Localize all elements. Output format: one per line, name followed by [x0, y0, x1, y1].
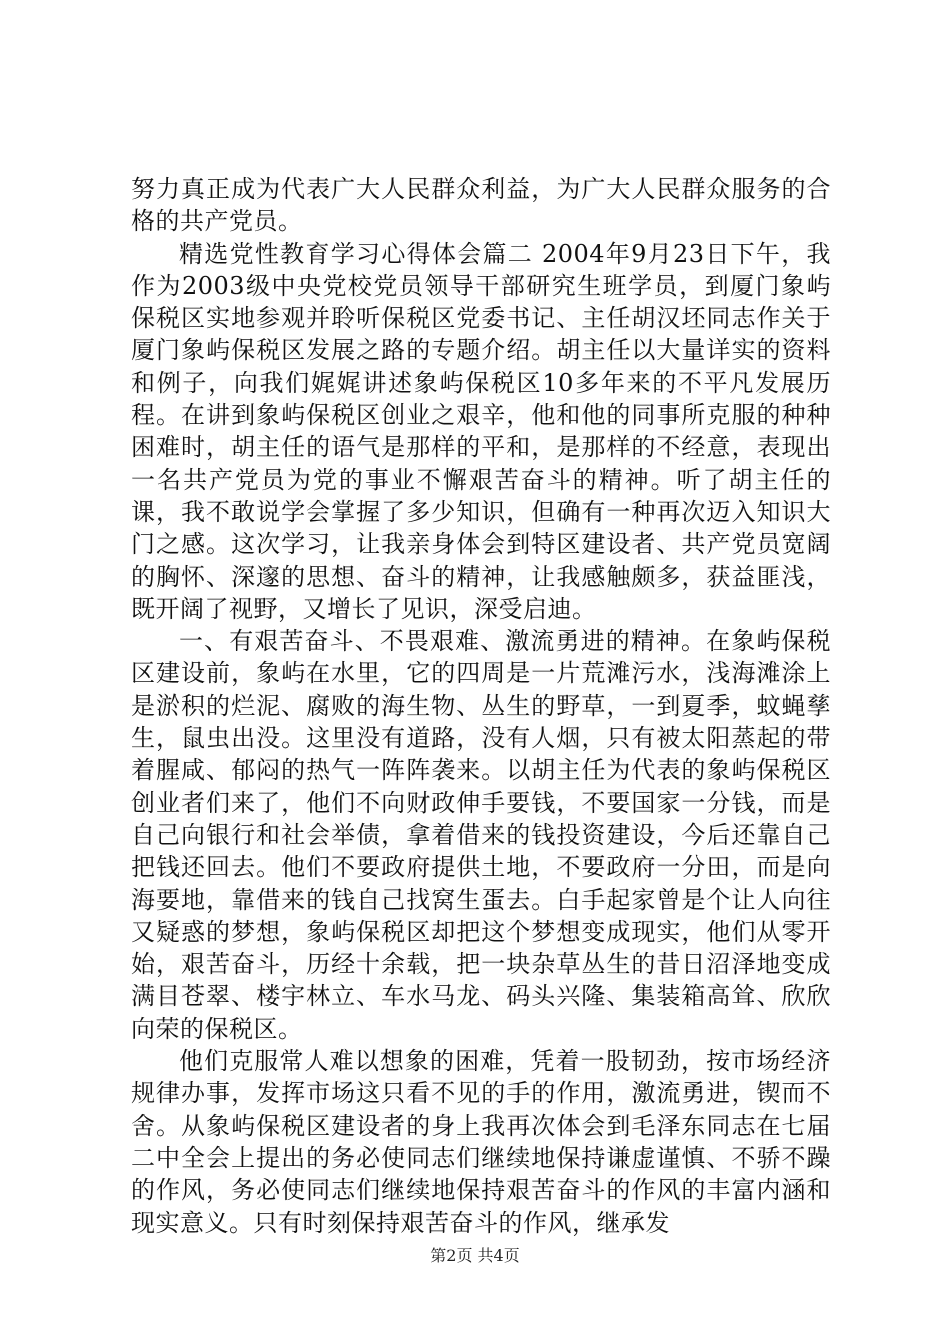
page-footer [0, 1243, 950, 1266]
document-body [131, 173, 831, 1239]
page-number-label: 第2页 共4页 [430, 1246, 520, 1265]
paragraph-perseverance: 他们克服常人难以想象的困难，凭着一股韧劲，按市场经济规律办事，发挥市场这只看不见的手的作用，激流勇进，锲而不舍。从象屿保税区建设者的身上我再次体会到毛泽东同志在七届二中全会上提出的务必使同志们继续地保持谦虚谨慎、不骄不躁的作风，务必使同志们继续地保持艰苦奋斗的作风的丰富内涵和现实意义。只有时刻保持艰苦奋斗的作风，继承发 [131, 1047, 831, 1237]
paragraph-continuation: 努力真正成为代表广大人民群众利益，为广大人民群众服务的合格的共产党员。 [131, 175, 831, 236]
paragraph-section-one: 一、有艰苦奋斗、不畏艰难、激流勇进的精神。在象屿保税区建设前，象屿在水里，它的四周是一片荒滩污水，浅海滩涂上是淤积的烂泥、腐败的海生物、丛生的野草，一到夏季，蚊蝇孳生，鼠虫出没。这里没有道路，没有人烟，只有被太阳蒸起的带着腥咸、郁闷的热气一阵阵袭来。以胡主任为代表的象屿保税区创业者们来了，他们不向财政伸手要钱，不要国家一分钱，而是自己向银行和社会举债，拿着借来的钱投资建设，今后还靠自己把钱还回去。他们不要政府提供土地，不要政府一分田，而是向海要地，靠借来的钱自己找窝生蛋去。白手起家曾是个让人向往又疑惑的梦想，象屿保税区却把这个梦想变成现实，他们从零开始，艰苦奋斗，历经十余载，把一块杂草丛生的昔日沼泽地变成满目苍翠、楼宇林立、车水马龙、码头兴隆、集装箱高耸、欣欣向荣的保税区。 [131, 627, 831, 1043]
paragraph-essay-two-intro: 精选党性教育学习心得体会篇二 2004年9月23日下午，我作为2003级中央党校党员领导干部研究生班学员，到厦门象屿保税区实地参观并聆听保税区党委书记、主任胡汉坯同志作关于厦门象屿保税区发展之路的专题介绍。胡主任以大量详实的资料和例子，向我们娓娓讲述象屿保税区10多年来的不平凡发展历程。在讲到象屿保税区创业之艰辛，他和他的同事所克服的种种困难时，胡主任的语气是那样的平和，是那样的不经意，表现出一名共产党员为党的事业不懈艰苦奋斗的精神。听了胡主任的课，我不敢说学会掌握了多少知识，但确有一种再次迈入知识大门之感。这次学习，让我亲身体会到特区建设者、共产党员宽阔的胸怀、深邃的思想、奋斗的精神，让我感触颇多，获益匪浅，既开阔了视野，又增长了见识，深受启迪。 [131, 239, 831, 623]
